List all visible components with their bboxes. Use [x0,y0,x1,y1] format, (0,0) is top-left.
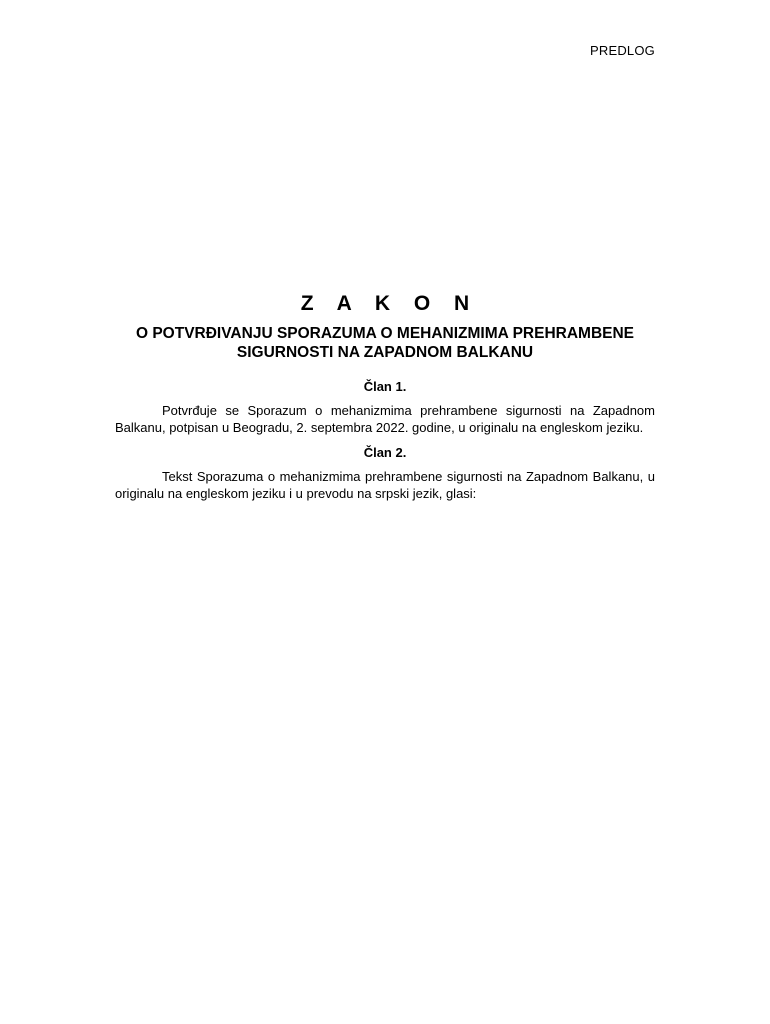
document-body [115,292,655,511]
law-subtitle: O POTVRĐIVANJU SPORAZUMA O MEHANIZMIMA PREHRAMBENE SIGURNOSTI NA ZAPADNOM BALKANU [135,325,635,361]
law-title: Z A K O N [300,292,479,315]
article-2-text: Tekst Sporazuma o mehanizmima prehrambene sigurnosti na Zapadnom Balkanu, u originalu na engleskom jeziku i u prevodu na srpski jezik, glasi: [115,469,655,501]
article-2-heading: Član 2. [363,445,407,460]
article-1-text: Potvrđuje se Sporazum o mehanizmima prehrambene sigurnosti na Zapadnom Balkanu, potpisan u Beogradu, 2. septembra 2022. godine, u originalu na engleskom jeziku. [115,403,655,435]
article-1-heading: Član 1. [363,379,407,394]
draft-stamp: PREDLOG [590,43,655,58]
